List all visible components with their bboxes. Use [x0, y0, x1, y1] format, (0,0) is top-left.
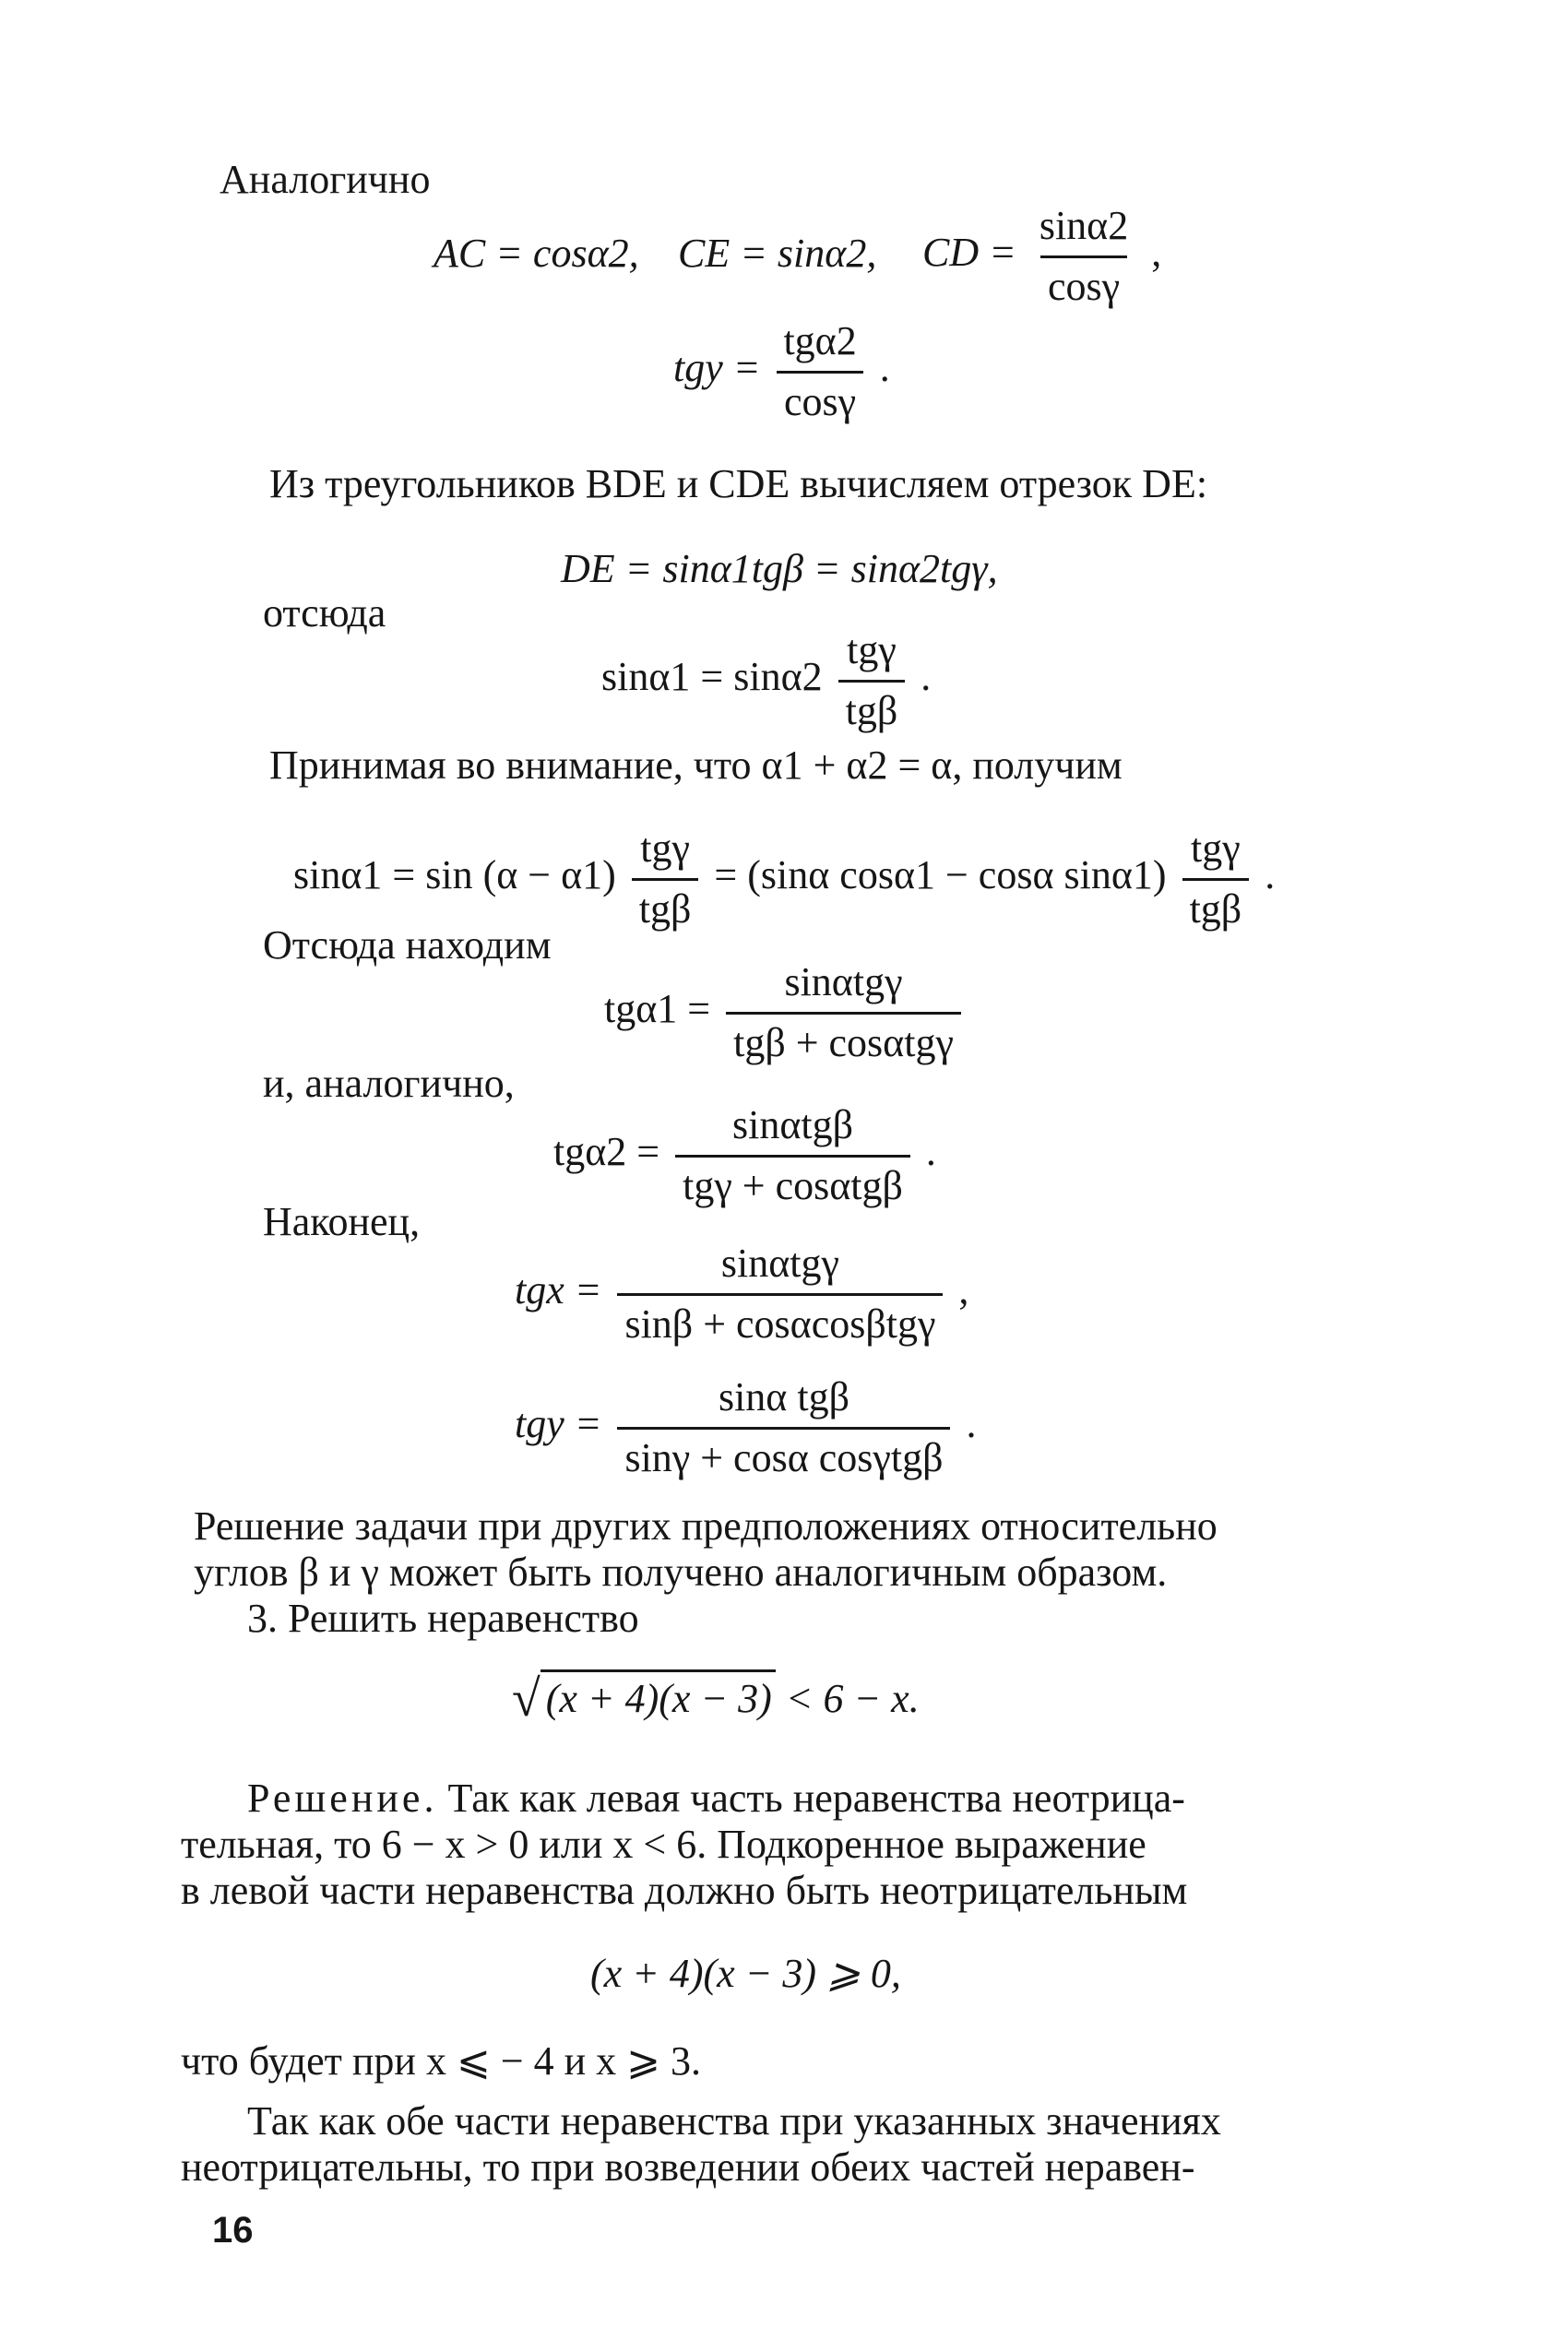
page-number: 16	[212, 2210, 254, 2251]
text-taking-into-account: Принимая во внимание, что α1 + α2 = α, получим	[269, 742, 1123, 788]
big-f1-denominator: tgβ	[632, 878, 699, 933]
big-f1-numerator: tgγ	[640, 826, 690, 871]
solution-label: Решение.	[247, 1776, 438, 1821]
condition-text: что будет при x ⩽ − 4 и x ⩾ 3.	[181, 2038, 702, 2084]
formula-cd: CD = $\frac{\sin\alpha 2}{\cos\gamma}$ ,	[922, 203, 1162, 309]
tga2-fraction	[675, 1102, 910, 1209]
tgy2-denominator: sinγ + cosα cosγtgβ	[617, 1427, 950, 1482]
final-line-1: Так как обе части неравенства при указанных значениях	[247, 2098, 1221, 2144]
cd-numerator: sinα2	[1039, 203, 1129, 248]
text-triangles: Из треугольников BDE и CDE вычисляем отрезок DE:	[269, 461, 1208, 506]
sin-a1-numerator: tgγ	[847, 627, 897, 672]
solution-note-line-2: углов β и γ может быть получено аналогичным образом.	[194, 1550, 1168, 1595]
tgy2-numerator: sinα tgβ	[718, 1374, 849, 1420]
word-finally: Наконец,	[263, 1199, 421, 1244]
solution-text-1: Так как левая часть неравенства неотрица-	[447, 1776, 1185, 1821]
tgx-lhs: tgx =	[515, 1267, 602, 1313]
big-fraction-1	[632, 826, 699, 932]
tgy-numerator: tgα2	[783, 318, 857, 363]
big-f2-denominator: tgβ	[1182, 878, 1250, 933]
tgx-denominator: sinβ + cosαcosβtgγ	[617, 1293, 943, 1348]
formula-de: DE = sinα1tgβ = sinα2tgγ,	[561, 546, 998, 591]
tgx-numerator: sinαtgγ	[720, 1241, 839, 1286]
tga2-denominator: tgγ + cosαtgβ	[675, 1155, 910, 1210]
formula-tga1	[604, 959, 967, 1066]
final-line-2: неотрицательны, то при возведении обеих частей неравен-	[181, 2144, 1195, 2190]
formula-sin-a1: sinα1 = sinα2 $\frac{\text{tgγ}}{\text{tgβ}}$ .	[601, 627, 932, 733]
tga1-numerator: sinαtgγ	[784, 959, 903, 1004]
big-f2-numerator: tgγ	[1191, 826, 1241, 871]
tgy2-fraction	[617, 1374, 950, 1481]
text-from-here: Отсюда находим	[263, 922, 552, 968]
word-hence: отсюда	[263, 590, 386, 636]
tga1-lhs: tgα1 =	[604, 986, 711, 1032]
tga2-numerator: sinαtgβ	[731, 1102, 853, 1147]
tga2-lhs: tgα2 =	[553, 1129, 660, 1175]
sqrt-rhs: < 6 − x.	[785, 1676, 920, 1721]
formula-tgy-1: tgy = $\frac{\text{tgα2}}{\cos\gamma}$ .	[673, 318, 890, 424]
sin-a1-fraction	[838, 627, 906, 734]
radical-sign: √	[512, 1670, 540, 1728]
sqrt-content: (x + 4)(x − 3)	[540, 1669, 776, 1723]
tgy-denominator: cosγ	[777, 371, 863, 426]
tgy2-lhs: tgy =	[515, 1401, 602, 1447]
solution-line-3: в левой части неравенства должно быть неотрицательным	[181, 1868, 1188, 1913]
sin-a1-lhs: sinα1 = sinα2	[601, 654, 823, 700]
text-and-similarly: и, аналогично,	[263, 1061, 515, 1106]
formula-ce: CE = sinα2,	[678, 231, 877, 276]
cd-denominator: cosγ	[1040, 255, 1127, 311]
big-lhs: sinα1 = sin (α − α1)	[293, 852, 616, 898]
formula-ac: AC = cosα2,	[434, 231, 639, 276]
formula-sqrt-inequality	[512, 1669, 920, 1728]
big-fraction-2	[1182, 826, 1250, 932]
word-similarly: Аналогично	[220, 157, 431, 202]
tgy-fraction	[776, 318, 863, 425]
formula-big: sinα1 = sin (α − α1) $\frac{\text{tgγ}}{\text{tgβ}}$ = (sinα cosα1 − cosα sinα1) $\frac{\text{tgγ}}{\text{tgβ}}$ .	[293, 826, 1276, 932]
solution-line-2: тельная, то 6 − x > 0 или x < 6. Подкоренное выражение	[181, 1822, 1146, 1867]
tga1-fraction	[726, 959, 961, 1066]
formula-poly: (x + 4)(x − 3) ⩾ 0,	[590, 1951, 901, 1996]
formula-tgy-2: tgy = $\frac{\text{sinα tgβ}}{\text{sinγ + cosα cosγtgβ}}$ .	[515, 1374, 977, 1480]
problem-3: 3. Решить неравенство	[247, 1596, 639, 1641]
cd-lhs: CD =	[922, 230, 1016, 276]
solution-line-1	[247, 1776, 1185, 1823]
tgy-lhs: tgy =	[673, 345, 761, 391]
formula-tgx: tgx = $\frac{\text{sinαtgγ}}{\text{sinβ + cosαcosβtgγ}}$ ,	[515, 1241, 969, 1347]
cd-fraction	[1032, 203, 1135, 310]
tgx-fraction	[617, 1241, 943, 1348]
big-mid: = (sinα cosα1 − cosα sinα1)	[714, 852, 1167, 898]
sin-a1-denominator: tgβ	[838, 680, 906, 735]
formula-tga2: tgα2 = $\frac{\text{sinαtgβ}}{\text{tgγ + cosαtgβ}}$ .	[553, 1102, 936, 1208]
solution-note-line-1: Решение задачи при других предположениях относительно	[194, 1503, 1218, 1549]
tga1-denominator: tgβ + cosαtgγ	[726, 1012, 961, 1067]
